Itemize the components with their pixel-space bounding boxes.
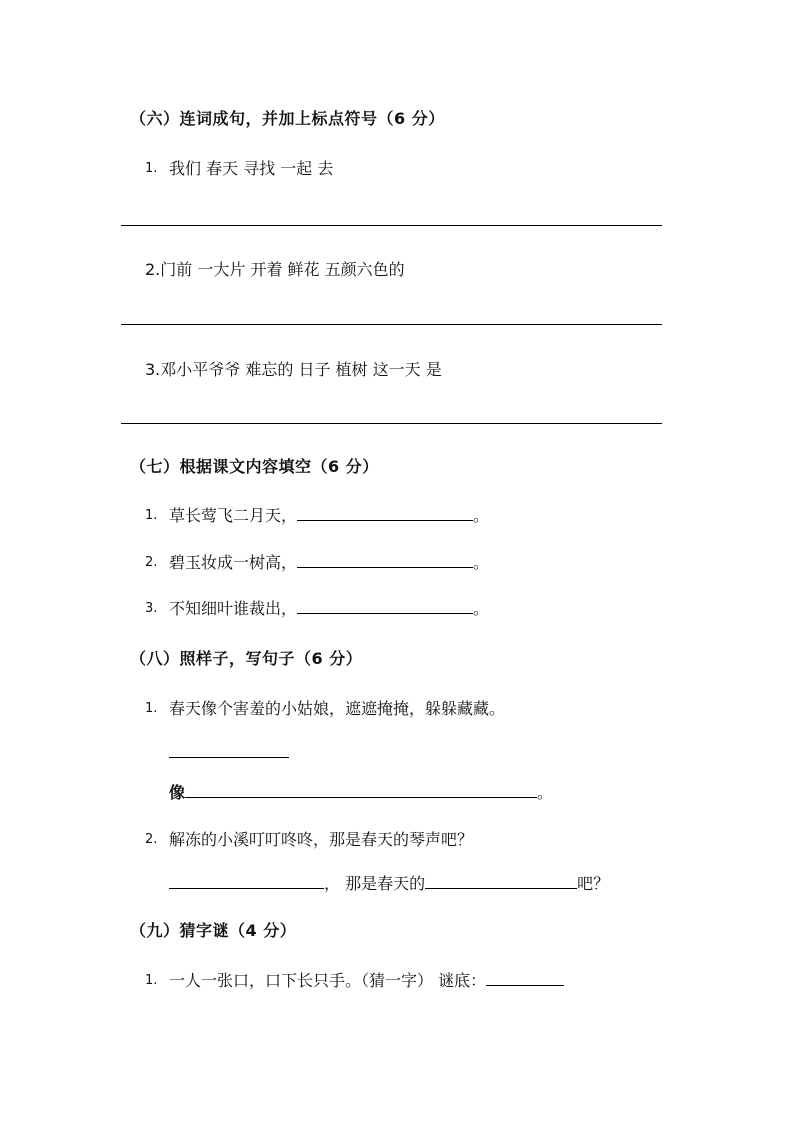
s7-item-2-end: 。 — [473, 553, 490, 572]
s7-item-2-number: 2. — [145, 555, 158, 570]
s7-item-2-text: 碧玉妆成一树高， — [169, 553, 298, 572]
s8-item-1-fill-line — [169, 780, 553, 803]
section-9-heading: （九）猜字谜（4 分） — [130, 921, 297, 940]
s8-item-1-sentence: 春天像个害羞的小姑娘，遮遮掩掩，躲躲藏藏。 — [169, 699, 506, 718]
s8-item-1-number: 1. — [145, 701, 158, 716]
s6-item-1-number: 1. — [145, 161, 158, 176]
s7-item-3-end: 。 — [473, 599, 490, 618]
s7-item-3-text: 不知细叶谁裁出， — [169, 599, 298, 618]
s7-item-1-line — [169, 503, 489, 526]
s8-fill-label: 像 — [169, 783, 186, 802]
s7-item-3-number: 3. — [145, 601, 158, 616]
s9-item-1-line — [169, 968, 564, 991]
s6-answer-line-3[interactable] — [121, 423, 662, 424]
s8-fill2-end: 吧？ — [577, 874, 610, 893]
s7-item-2-blank[interactable] — [297, 553, 473, 568]
s8-item-2-sentence: 解冻的小溪叮叮咚咚，那是春天的琴声吧？ — [169, 830, 474, 849]
s6-item-1-words: 我们 春天 寻找 一起 去 — [169, 159, 334, 178]
s6-item-3-words: 3.邓小平爷爷 难忘的 日子 植树 这一天 是 — [145, 360, 442, 379]
s6-answer-line-2[interactable] — [121, 324, 662, 325]
s7-item-2-line — [169, 550, 489, 573]
s7-item-1-text: 草长莺飞二月天， — [169, 506, 298, 525]
s8-item-2-number: 2. — [145, 832, 158, 847]
s7-item-3-line — [169, 596, 489, 619]
s9-item-1-riddle: 一人一张口，口下长只手。（猜一字） 谜底： — [169, 971, 487, 990]
s7-item-1-end: 。 — [473, 506, 490, 525]
section-7-heading: （七）根据课文内容填空（6 分） — [130, 457, 379, 476]
s7-item-1-number: 1. — [145, 508, 158, 523]
s8-item-2-blank-a[interactable] — [169, 874, 324, 889]
s6-answer-line-1[interactable] — [121, 225, 662, 226]
s9-item-1-number: 1. — [145, 973, 158, 988]
s6-item-2-words: 2.门前 一大片 开着 鲜花 五颜六色的 — [145, 260, 405, 279]
s8-item-1-predicate-blank[interactable] — [185, 783, 537, 798]
s8-fill-end: 。 — [537, 783, 554, 802]
section-8-heading: （八）照样子，写句子（6 分） — [130, 649, 363, 668]
s8-fill2-mid: ， 那是春天的 — [324, 874, 426, 893]
s7-item-3-blank[interactable] — [297, 599, 473, 614]
s8-item-1-subject-blank[interactable] — [169, 757, 289, 758]
s8-item-2-blank-b[interactable] — [425, 874, 577, 889]
section-6-heading: （六）连词成句，并加上标点符号（6 分） — [130, 109, 445, 128]
s7-item-1-blank[interactable] — [297, 506, 473, 521]
s9-answer-blank[interactable] — [486, 971, 564, 986]
s8-item-2-fill-line — [169, 871, 609, 894]
